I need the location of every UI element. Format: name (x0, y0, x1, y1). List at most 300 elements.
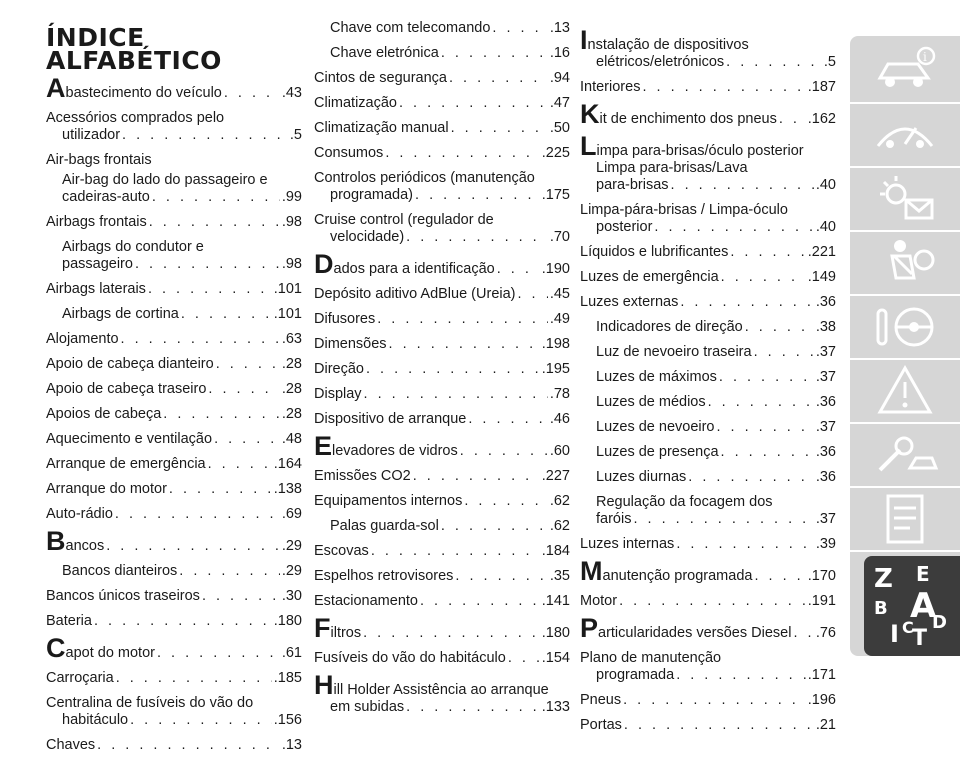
index-entry-label: Bancos únicos traseiros (46, 588, 200, 604)
leader-dots (208, 381, 279, 398)
page-number: .37 (815, 511, 836, 527)
index-column-2 (314, 20, 570, 724)
az-index-icon (872, 562, 952, 650)
index-entry-line (314, 568, 570, 585)
page-number: .149 (807, 269, 836, 285)
index-entry-line (46, 406, 302, 423)
index-entry-line (314, 229, 570, 246)
index-entry-line (580, 319, 836, 336)
index-entry-line (580, 667, 836, 684)
leader-dots (624, 717, 814, 734)
index-entry-label: Cruise control (regulador de (314, 212, 494, 228)
page-number: .156 (273, 712, 302, 728)
leader-dots (224, 85, 280, 102)
page-number: .78 (549, 386, 570, 402)
index-entry-line (314, 145, 570, 162)
index-entry (46, 633, 302, 663)
index-entry-label-rest: bastecimento do veículo (65, 85, 222, 101)
initial-letter: K (580, 99, 600, 129)
leader-dots (793, 625, 813, 642)
index-entry (580, 444, 836, 461)
initial-letter: D (314, 249, 334, 279)
index-entry-label: Fusíveis do vão do habitáculo (314, 650, 506, 666)
leader-dots (779, 111, 806, 128)
page-number: .45 (549, 286, 570, 302)
initial-letter: A (46, 73, 66, 103)
index-entry (314, 361, 570, 378)
leader-dots (363, 625, 540, 642)
index-entry-label: Air-bags frontais (46, 152, 152, 168)
index-entry-label: Luzes de nevoeiro (596, 419, 715, 435)
az-letter: D (932, 612, 947, 633)
index-entry-label: Direção (314, 361, 364, 377)
index-entry-line (314, 20, 570, 37)
index-entry-line (46, 712, 302, 729)
index-entry-line (314, 699, 570, 716)
sidebar-divider (850, 166, 960, 168)
leader-dots (179, 563, 280, 580)
index-subentry: Air-bag do lado do passageiro e (62, 172, 268, 188)
page-number: .5 (289, 127, 302, 143)
page-number: .180 (273, 613, 302, 629)
index-entry-line (314, 120, 570, 137)
index-entry (314, 311, 570, 328)
index-entry (314, 613, 570, 643)
initial-letter: E (314, 431, 333, 461)
leader-dots (492, 20, 547, 37)
initial-letter: C (46, 633, 66, 663)
index-entry-line (314, 311, 570, 328)
page-number: .225 (541, 145, 570, 161)
index-entry (314, 411, 570, 428)
index-entry (46, 152, 302, 169)
leader-dots (169, 481, 272, 498)
index-entry-label: Acessórios comprados pelo (46, 110, 225, 126)
index-entry-label (580, 556, 753, 586)
page-number: .62 (549, 493, 570, 509)
leader-dots (135, 256, 280, 273)
index-entry-line (314, 613, 570, 643)
page-number: .190 (541, 261, 570, 277)
index-entry (580, 469, 836, 486)
index-entry-line (46, 431, 302, 448)
leader-dots (415, 187, 540, 204)
index-entry-label: Depósito aditivo AdBlue (Ureia) (314, 286, 516, 302)
index-entry-label: em subidas (330, 699, 405, 715)
index-entry-line (46, 127, 302, 144)
index-entry-line (580, 25, 836, 55)
page-number: .198 (541, 336, 570, 352)
page-number: .5 (823, 54, 836, 70)
index-column-1 (46, 73, 302, 762)
index-entry-label: Equipamentos internos (314, 493, 463, 509)
page-number: .164 (273, 456, 302, 472)
index-entry (46, 331, 302, 348)
leader-dots (157, 645, 280, 662)
page-number: .171 (807, 667, 836, 683)
index-entry-line (580, 99, 836, 129)
index-entry-label: elétricos/eletrónicos (596, 54, 725, 70)
index-entry (46, 613, 302, 630)
leader-dots (149, 214, 280, 231)
index-entry-label: Cintos de segurança (314, 70, 447, 86)
title-line-1: ÍNDICE (46, 23, 145, 52)
page-number: .16 (549, 45, 570, 61)
page-number: .154 (541, 650, 570, 666)
page-number: .101 (273, 281, 302, 297)
index-entry-label: Luzes de emergência (580, 269, 719, 285)
leader-dots (619, 593, 806, 610)
page-number: .30 (281, 588, 302, 604)
steering-wheel-icon[interactable] (870, 298, 940, 356)
index-entry-line (314, 543, 570, 560)
index-entry-label-rest: nstalação de dispositivos (587, 37, 749, 53)
index-entry-line (314, 493, 570, 510)
leader-dots (181, 306, 272, 323)
index-entry-line (580, 54, 836, 71)
page-number: .37 (815, 369, 836, 385)
index-entry-label: Luzes diurnas (596, 469, 687, 485)
index-entry (314, 493, 570, 510)
index-entry-label: Apoio de cabeça dianteiro (46, 356, 214, 372)
index-entry-label-rest: iltros (330, 625, 362, 641)
index-entry-label: Climatização manual (314, 120, 449, 136)
index-entry-line (580, 394, 836, 411)
leader-dots (163, 406, 280, 423)
page-number: .133 (541, 699, 570, 715)
leader-dots (623, 692, 806, 709)
sidebar-divider (850, 422, 960, 424)
leader-dots (688, 469, 814, 486)
leader-dots (366, 361, 540, 378)
page-number: .36 (815, 294, 836, 310)
page-number: .29 (281, 538, 302, 554)
leader-dots (468, 411, 547, 428)
leader-dots (754, 344, 814, 361)
az-letter: E (916, 562, 930, 586)
index-entry-label (46, 633, 155, 663)
index-entry (314, 170, 570, 204)
emergency-icon[interactable] (870, 362, 940, 420)
page-number: .70 (549, 229, 570, 245)
index-entry-line (580, 244, 836, 261)
index-entry-label (314, 613, 362, 643)
index-entry-label: Luzes de máximos (596, 369, 717, 385)
index-entry (46, 306, 302, 323)
index-entry-label: Espelhos retrovisores (314, 568, 454, 584)
leader-dots (377, 311, 548, 328)
index-entry-label: Motor (580, 593, 618, 609)
leader-dots (642, 79, 805, 96)
index-entry-label: Luz de nevoeiro traseira (596, 344, 752, 360)
index-entry-label: Auto-rádio (46, 506, 113, 522)
index-entry-line (314, 45, 570, 62)
leader-dots (116, 670, 272, 687)
spec-sheet-icon[interactable] (870, 490, 940, 548)
index-entry (314, 593, 570, 610)
initial-letter: B (46, 526, 66, 556)
index-entry (46, 526, 302, 556)
index-entry (314, 336, 570, 353)
seatbelt-airbag-icon[interactable] (870, 234, 940, 292)
index-entry-label: Airbags de cortina (62, 306, 179, 322)
index-entry (580, 593, 836, 610)
index-entry (314, 386, 570, 403)
index-entry (46, 239, 302, 273)
leader-dots (122, 127, 288, 144)
page-number: .48 (281, 431, 302, 447)
page-number: .40 (815, 219, 836, 235)
index-entry-label: habitáculo (62, 712, 129, 728)
initial-letter: H (314, 670, 334, 700)
index-entry-label: Chave eletrónica (330, 45, 439, 61)
sidebar-divider (850, 102, 960, 104)
page-number: .37 (815, 344, 836, 360)
index-entry-line (46, 456, 302, 473)
index-entry (314, 249, 570, 279)
index-entry-line (314, 411, 570, 428)
index-entry-label: Portas (580, 717, 622, 733)
sidebar-divider (850, 550, 960, 552)
page-number: .101 (273, 306, 302, 322)
index-entry (580, 294, 836, 311)
index-entry-line (580, 294, 836, 311)
index-entry (580, 419, 836, 436)
index-entry-line (46, 331, 302, 348)
index-entry-line (580, 556, 836, 586)
index-entry (580, 692, 836, 709)
leader-dots (148, 281, 272, 298)
sidebar-divider (850, 230, 960, 232)
index-entry-line (314, 95, 570, 112)
page-number: .138 (273, 481, 302, 497)
page-number: .69 (281, 506, 302, 522)
index-entry (46, 406, 302, 423)
page-number: .36 (815, 444, 836, 460)
index-entry-label: Líquidos e lubrificantes (580, 244, 729, 260)
index-entry (314, 70, 570, 87)
leader-dots (106, 538, 280, 555)
index-entry-line (46, 73, 302, 103)
leader-dots (449, 70, 548, 87)
index-entry-label (46, 73, 222, 103)
leader-dots (389, 336, 540, 353)
index-entry-label: Emissões CO2 (314, 468, 411, 484)
index-entry (46, 670, 302, 687)
index-entry-label: faróis (596, 511, 632, 527)
car-info-icon[interactable] (870, 42, 940, 100)
index-entry-label: Dimensões (314, 336, 387, 352)
index-entry-label-rest: ados para a identificação (333, 261, 495, 277)
index-entry-line (580, 344, 836, 361)
page-number: .36 (815, 469, 836, 485)
page-number: .46 (549, 411, 570, 427)
index-entry-label: Apoio de cabeça traseiro (46, 381, 207, 397)
index-entry-line (580, 369, 836, 386)
index-entry (314, 568, 570, 585)
index-entry-label: Centralina de fusíveis do vão do (46, 695, 254, 711)
leader-dots (399, 95, 548, 112)
index-entry (46, 110, 302, 144)
page-number: .227 (541, 468, 570, 484)
leader-dots (508, 650, 540, 667)
leader-dots (680, 294, 813, 311)
index-entry-line (580, 219, 836, 236)
index-entry-line (314, 336, 570, 353)
leader-dots (676, 667, 806, 684)
leader-dots (654, 219, 813, 236)
index-entry (46, 431, 302, 448)
index-entry-label-rest: ancos (65, 538, 105, 554)
index-entry-line (580, 511, 836, 528)
index-entry-label-rest: impa para-brisas/óculo posterior (596, 143, 804, 159)
index-entry (46, 481, 302, 498)
index-entry (314, 120, 570, 137)
index-entry-label (314, 249, 495, 279)
index-entry-label: Bateria (46, 613, 92, 629)
index-entry (314, 145, 570, 162)
leader-dots (121, 331, 280, 348)
index-entry-line (314, 187, 570, 204)
index-entry (580, 319, 836, 336)
leader-dots (754, 568, 805, 585)
leader-dots (633, 511, 813, 528)
index-entry-label: Climatização (314, 95, 397, 111)
index-entry (580, 79, 836, 96)
index-entry-line (314, 386, 570, 403)
page-number: .62 (549, 518, 570, 534)
index-entry-label: Dispositivo de arranque (314, 411, 467, 427)
index-entry (46, 172, 302, 206)
leader-dots (97, 737, 280, 754)
index-entry (46, 588, 302, 605)
index-entry (580, 25, 836, 71)
title-line-2: ALFABÉTICO (46, 46, 222, 75)
index-entry-label: velocidade) (330, 229, 405, 245)
az-letter: T (912, 626, 928, 651)
index-entry-label (580, 99, 777, 129)
leader-dots (726, 54, 822, 71)
alphabetical-index-tab[interactable] (864, 556, 960, 656)
index-entry (314, 212, 570, 246)
index-entry (580, 394, 836, 411)
page-number: .191 (807, 593, 836, 609)
index-entry-label: Luzes internas (580, 536, 675, 552)
index-entry (580, 650, 836, 684)
index-entry-label: cadeiras-auto (62, 189, 150, 205)
leader-dots (385, 145, 539, 162)
leader-dots (94, 613, 272, 630)
page-number: .180 (541, 625, 570, 641)
page-number: .28 (281, 356, 302, 372)
index-entry-line (314, 431, 570, 461)
index-entry-label: Controlos periódicos (manutenção (314, 170, 535, 186)
page-number: .141 (541, 593, 570, 609)
index-entry-line (580, 444, 836, 461)
index-entry (46, 563, 302, 580)
index-entry-label: Chaves (46, 737, 96, 753)
page-number: .49 (549, 311, 570, 327)
index-entry-line (580, 269, 836, 286)
index-entry-line (46, 588, 302, 605)
page-number: .47 (549, 95, 570, 111)
index-entry (46, 456, 302, 473)
initial-letter: L (580, 131, 597, 161)
index-entry-label (314, 431, 458, 461)
index-entry (46, 73, 302, 103)
index-entry (580, 613, 836, 643)
index-entry-label: Bancos dianteiros (62, 563, 178, 579)
index-entry (46, 381, 302, 398)
index-entry-line (314, 670, 570, 700)
leader-dots (730, 244, 805, 261)
index-entry-label: Airbags frontais (46, 214, 147, 230)
index-entry (314, 45, 570, 62)
page-number: .162 (807, 111, 836, 127)
leader-dots (455, 568, 547, 585)
leader-dots (717, 419, 814, 436)
warning-lights-icon[interactable] (870, 170, 940, 228)
index-entry-line (46, 670, 302, 687)
sidebar-divider (850, 486, 960, 488)
index-entry (46, 506, 302, 523)
index-entry-label: utilizador (62, 127, 121, 143)
index-entry-line (580, 613, 836, 643)
leader-dots (745, 319, 814, 336)
index-entry-label: Arranque de emergência (46, 456, 206, 472)
index-entry (314, 20, 570, 37)
index-entry-label-rest: levadores de vidros (332, 443, 458, 459)
leader-dots (441, 45, 548, 62)
initial-letter: P (580, 613, 599, 643)
page-number: .98 (281, 214, 302, 230)
index-entry (580, 494, 836, 528)
index-entry-line (580, 536, 836, 553)
leader-dots (406, 699, 540, 716)
dashboard-icon[interactable] (870, 106, 940, 164)
az-letter: Z (874, 564, 893, 594)
page-number: .196 (807, 692, 836, 708)
index-entry (314, 431, 570, 461)
index-entry-line (46, 613, 302, 630)
index-entry-label: Luzes de médios (596, 394, 706, 410)
index-entry-label: Palas guarda-sol (330, 518, 439, 534)
leader-dots (518, 286, 548, 303)
index-entry (580, 244, 836, 261)
page-number: .175 (541, 187, 570, 203)
index-entry (580, 344, 836, 361)
index-entry-label: Aquecimento e ventilação (46, 431, 213, 447)
index-entry (46, 214, 302, 231)
index-entry-continuation: Limpa para-brisas/Lava (596, 160, 748, 176)
leader-dots (721, 269, 806, 286)
index-entry-line (46, 737, 302, 754)
index-entry-line (314, 249, 570, 279)
index-entry-line (46, 633, 302, 663)
page-number: .43 (281, 85, 302, 101)
wrench-car-icon[interactable] (870, 426, 940, 484)
leader-dots (202, 588, 280, 605)
index-entry (580, 536, 836, 553)
index-entry-label-rest: apot do motor (65, 645, 155, 661)
leader-dots (413, 468, 540, 485)
index-entry-line (580, 419, 836, 436)
index-entry-label: programada) (330, 187, 414, 203)
index-entry-line (314, 361, 570, 378)
az-letter: A (910, 586, 937, 626)
index-entry-label-rest: ill Holder Assistência ao arranque (333, 682, 549, 698)
index-entry (580, 369, 836, 386)
